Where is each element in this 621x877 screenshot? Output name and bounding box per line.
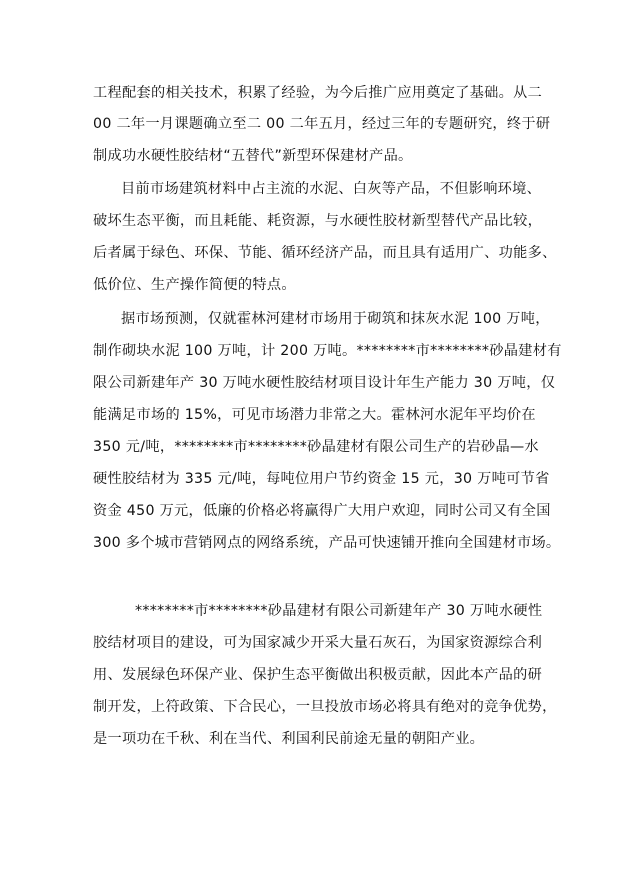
text-line: 限公司新建年产 30 万吨水硬性胶结材项目设计年生产能力 30 万吨，仅	[93, 375, 556, 391]
text-line: 目前市场建筑材料中占主流的水泥、白灰等产品，不但影响环境、	[121, 181, 542, 197]
text-line: 破坏生态平衡，而且耗能、耗资源，与水硬性胶材新型替代产品比较，	[93, 213, 543, 229]
text-line: 350 元/吨，********市********砂晶建材有限公司生产的岩砂晶—水	[93, 439, 539, 455]
text-line: 300 多个城市营销网点的网络系统，产品可快速铺开推向全国建材市场。	[93, 535, 561, 551]
text-line: 能满足市场的 15%，可见市场潜力非常之大。霍林河水泥年平均价在	[93, 407, 536, 423]
text-line: 制成功水硬性胶结材“五替代”新型环保建材产品。	[93, 148, 413, 164]
text-line: 后者属于绿色、环保、节能、循环经济产品，而且具有适用广、功能多、	[93, 245, 557, 261]
text-line: 00 二年一月课题确立至二 00 二年五月，经过三年的专题研究，终于研	[93, 116, 551, 132]
text-line: 硬性胶结材为 335 元/吨，每吨位用户节约资金 15 元，30 万吨可节省	[93, 471, 550, 487]
text-line: 制开发，上符政策、下合民心，一旦投放市场必将具有绝对的竞争优势，	[93, 699, 557, 715]
text-line: 低价位、生产操作简便的特点。	[93, 277, 296, 293]
text-line: 胶结材项目的建设，可为国家减少开采大量石灰石，为国家资源综合利	[93, 635, 543, 651]
text-line: 用、发展绿色环保产业、保护生态平衡做出积极贡献，因此本产品的研	[93, 667, 543, 683]
text-line: ********市********砂晶建材有限公司新建年产 30 万吨水硬性	[135, 603, 543, 619]
text-line: 据市场预测，仅就霍林河建材市场用于砌筑和抹灰水泥 100 万吨，	[121, 311, 550, 327]
text-line: 资金 450 万元，低廉的价格必将赢得广大用户欢迎，同时公司又有全国	[93, 503, 551, 519]
text-line: 工程配套的相关技术，积累了经验，为今后推广应用奠定了基础。从二	[93, 85, 543, 101]
text-line: 制作砌块水泥 100 万吨，计 200 万吨。********市********砂晶建材有	[93, 343, 562, 359]
text-line: 是一项功在千秋、利在当代、利国利民前途无量的朝阳产业。	[93, 731, 485, 747]
